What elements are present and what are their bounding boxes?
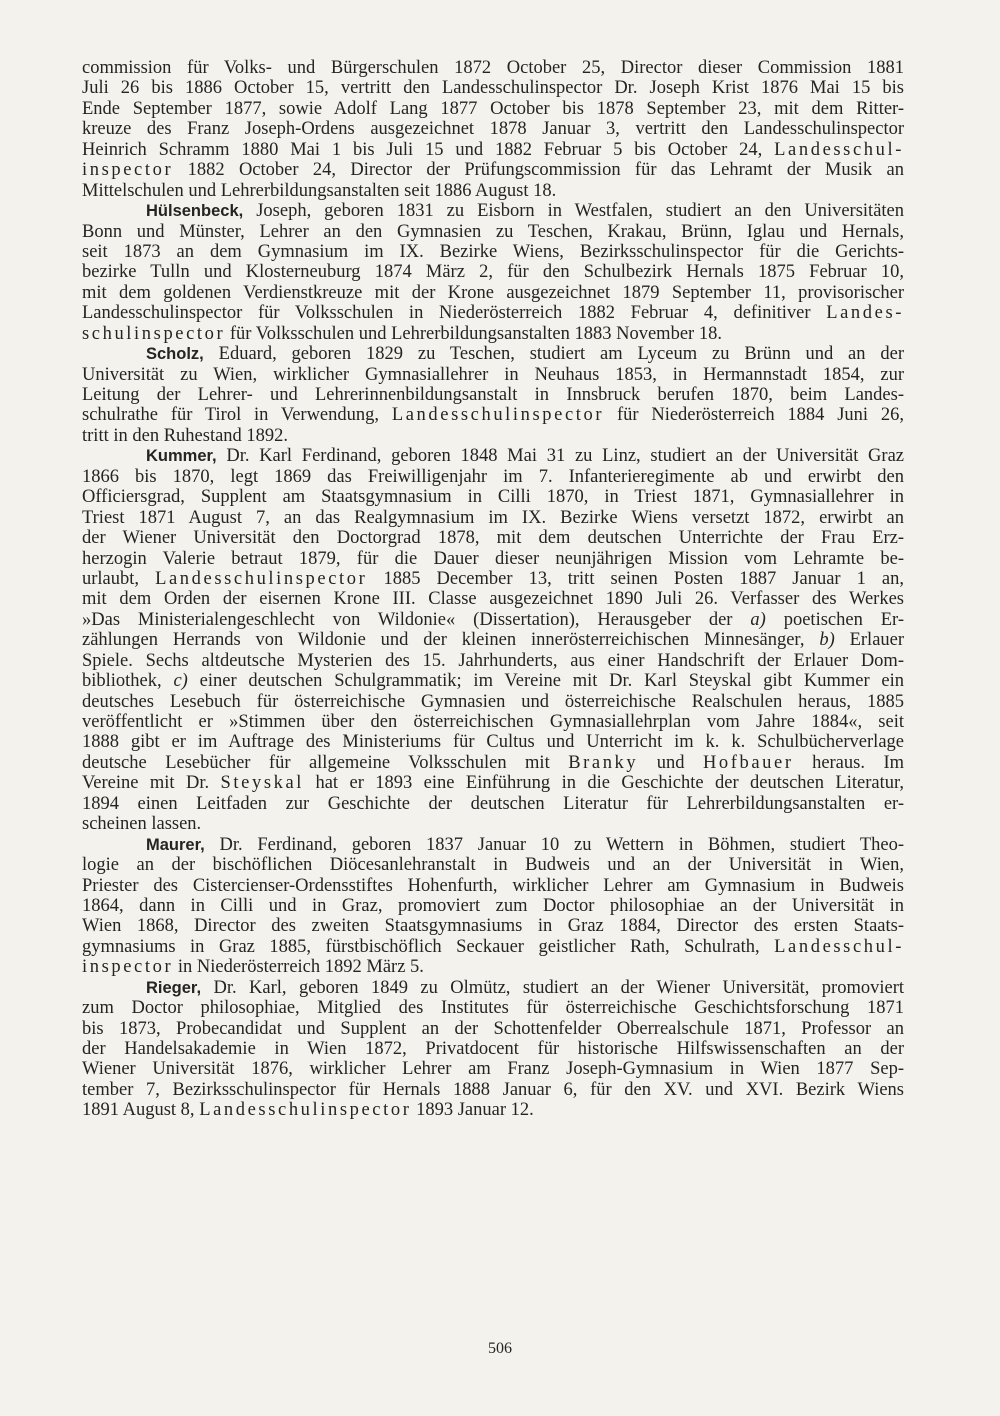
text-line: Juli 26 bis 1886 October 15, vertritt den Landesschulinspector Dr. Joseph Krist 1876 Mai 15 bis — [82, 78, 904, 99]
entry-huelsenbeck — [82, 201, 904, 344]
text-line: kreuze des Franz Joseph-Ordens ausgezeichnet 1878 Januar 3, vertritt den Landesschulinspector — [82, 119, 904, 140]
text-line: tember 7, Bezirksschulinspector für Hernals 1888 Januar 6, für den XV. und XVI. Bezirk Wiens — [82, 1079, 904, 1100]
entry-name: Maurer, — [146, 835, 205, 854]
text-line: bibliothek, c) einer deutschen Schulgrammatik; im Vereine mit Dr. Karl Steyskal gibt Kummer ein — [82, 671, 904, 692]
text-line: tritt in den Ruhestand 1892. — [82, 425, 289, 446]
spaced-title: Landesschulinspector — [155, 568, 368, 589]
entry-name: Scholz, — [146, 345, 204, 364]
text-line: mit dem goldenen Verdienstkreuze mit der Krone ausgezeichnet 1879 September 11, provisorischer — [82, 282, 904, 303]
text-line: Triest 1871 August 7, an das Realgymnasium im IX. Bezirke Wiens versetzt 1872, erwirbt an — [82, 507, 904, 528]
page-number: 506 — [488, 1340, 512, 1357]
text-line: Scholz, Eduard, geboren 1829 zu Teschen, studiert am Lyceum zu Brünn und an der — [146, 344, 904, 365]
spaced-title: inspector — [82, 160, 174, 181]
spaced-title: schulinspector — [82, 323, 226, 344]
spaced-name: Branky — [568, 752, 639, 773]
text-line: Wiener Universität 1876, wirklicher Lehrer am Franz Joseph-Gymnasium in Wien 1877 Sep- — [82, 1059, 904, 1080]
text-line: Bonn und Münster, Lehrer an den Gymnasien zu Teschen, Krakau, Brünn, Iglau und Hernals, — [82, 221, 904, 242]
body-text — [82, 58, 904, 1121]
entry-rieger — [82, 978, 904, 1121]
spaced-title: Landesschul- — [774, 139, 904, 160]
spaced-title: Landesschul- — [774, 936, 904, 957]
text-line: urlaubt, Landesschulinspector 1885 December 13, tritt seinen Posten 1887 Januar 1 an, — [82, 568, 904, 589]
text-line: veröffentlicht er »Stimmen über den österreichischen Gymnasiallehrplan vom Jahre 1884«, seit — [82, 712, 904, 732]
text-line: 1866 bis 1870, legt 1869 das Freiwilligenjahr im 7. Infanterieregimente ab und erwirbt den — [82, 466, 904, 487]
spaced-title: Landesschulinspector — [199, 1100, 412, 1121]
entry-maurer — [82, 835, 904, 978]
text-line: Ende September 1877, sowie Adolf Lang 1877 October bis 1878 September 23, mit dem Ritter- — [82, 98, 904, 119]
text-line: logie an der bischöflichen Diöcesanlehranstalt in Budweis und an der Universität in Wien, — [82, 855, 904, 876]
text-line: inspector in Niederösterreich 1892 März 5. — [82, 957, 424, 978]
text-line: deutsche Lesebücher für allgemeine Volksschulen mit Branky und Hofbauer heraus. Im — [82, 752, 904, 773]
text-line: inspector 1882 October 24, Director der Prüfungscommission für das Lehramt der Musik an — [82, 160, 904, 181]
text-line: scheinen lassen. — [82, 814, 202, 835]
text-line: Leitung der Lehrer- und Lehrerinnenbildungsanstalt in Innsbruck berufen 1870, beim Landes- — [82, 385, 904, 405]
text-line: bezirke Tulln und Klosterneuburg 1874 März 2, für den Schulbezirk Hernals 1875 Februar 10, — [82, 262, 904, 283]
paragraph-continuation — [82, 58, 904, 201]
text-line: Wien 1868, Director des zweiten Staatsgymnasiums in Graz 1884, Director des ersten Staats- — [82, 916, 904, 937]
text-line: zum Doctor philosophiae, Mitglied des Institutes für österreichische Geschichtsforschung 1871 — [82, 998, 904, 1019]
text-line: seit 1873 an dem Gymnasium im IX. Bezirke Wiens, Bezirksschulinspector für die Gerichts- — [82, 241, 904, 262]
text-line: herzogin Valerie betraut 1879, für die Dauer dieser neunjährigen Mission vom Lehramte be- — [82, 548, 904, 569]
text-line: Spiele. Sechs altdeutsche Mysterien des 15. Jahrhunderts, aus einer Handschrift der Erlauer Dom- — [82, 650, 904, 671]
text-line: Rieger, Dr. Karl, geboren 1849 zu Olmütz, studiert an der Wiener Universität, promoviert — [146, 977, 904, 998]
entry-name: Hülsenbeck, — [146, 202, 244, 221]
text-line: 1864, dann in Cilli und in Graz, promoviert zum Doctor philosophiae an der Universität in — [82, 895, 904, 916]
text-line: Priester des Cistercienser-Ordensstiftes Hohenfurth, wirklicher Lehrer am Gymnasium in Budweis — [82, 875, 904, 896]
text-line: Landesschulinspector für Volksschulen in Niederösterreich 1882 Februar 4, definitiver Landes- — [82, 303, 904, 324]
text-line: der Wiener Universität den Doctorgrad 1878, mit dem deutschen Unterrichte der Frau Erz- — [82, 528, 904, 549]
text-line: 1891 August 8, Landesschulinspector 1893 Januar 12. — [82, 1100, 534, 1121]
spaced-title: inspector — [82, 957, 174, 978]
spaced-title: Landes- — [826, 303, 904, 324]
text-line: 1888 gibt er im Auftrage des Ministeriums für Cultus und Unterricht im k. k. Schulbücherverlage — [82, 732, 904, 753]
text-line: schulrathe für Tirol in Verwendung, Landesschulinspector für Niederösterreich 1884 Juni 26, — [82, 405, 904, 426]
text-line: der Handelsakademie in Wien 1872, Privatdocent für historische Hilfswissenschaften an der — [82, 1039, 904, 1059]
text-line: mit dem Orden der eisernen Krone III. Classe ausgezeichnet 1890 Juli 26. Verfasser des Werkes — [82, 589, 904, 610]
text-line: schulinspector für Volksschulen und Lehrerbildungsanstalten 1883 November 18. — [82, 323, 722, 344]
spaced-name: Hofbauer — [702, 752, 794, 773]
text-line: deutsches Lesebuch für österreichische Gymnasien und österreichische Realschulen heraus, 1885 — [82, 691, 904, 712]
text-line: Universität zu Wien, wirklicher Gymnasiallehrer in Neuhaus 1853, in Hermannstadt 1854, zur — [82, 364, 904, 385]
text-line: commission für Volks- und Bürgerschulen 1872 October 25, Director dieser Commission 1881 — [82, 58, 904, 78]
entry-kummer — [82, 446, 904, 834]
text-line: Vereine mit Dr. Steyskal hat er 1893 eine Einführung in die Geschichte der deutschen Literatur, — [82, 773, 904, 794]
text-line: bis 1873, Probecandidat und Supplent an der Schottenfelder Oberrealschule 1871, Professor an — [82, 1018, 904, 1039]
text-line: Hülsenbeck, Joseph, geboren 1831 zu Eisborn in Westfalen, studiert an den Universitäten — [146, 201, 904, 222]
text-line: Maurer, Dr. Ferdinand, geboren 1837 Januar 10 zu Wettern in Böhmen, studiert Theo- — [146, 834, 904, 855]
entry-scholz — [82, 344, 904, 446]
text-line: zählungen Herrands von Wildonie und der kleinen innerösterreichischen Minnesänger, b) Erlauer — [82, 630, 904, 651]
text-line: Officiersgrad, Supplent am Staatsgymnasium in Cilli 1870, in Triest 1871, Gymnasiallehrer in — [82, 487, 904, 508]
spaced-title: Landesschulinspector — [391, 405, 605, 426]
text-line: Heinrich Schramm 1880 Mai 1 bis Juli 15 und 1882 Februar 5 bis October 24, Landesschul- — [82, 139, 904, 160]
text-line: Mittelschulen und Lehrerbildungsanstalten seit 1886 August 18. — [82, 180, 557, 201]
entry-name: Kummer, — [146, 447, 217, 466]
text-line: »Das Ministerialengeschlecht von Wildonie« (Dissertation), Herausgeber der a) poetischen Er- — [82, 609, 904, 630]
text-line: 1894 einen Leitfaden zur Geschichte der deutschen Literatur für Lehrerbildungsanstalten er- — [82, 793, 904, 814]
entry-name: Rieger, — [146, 978, 202, 997]
text-line: Kummer, Dr. Karl Ferdinand, geboren 1848 Mai 31 zu Linz, studiert an der Universität Graz — [146, 446, 904, 467]
text-line: gymnasiums in Graz 1885, fürstbischöflich Seckauer geistlicher Rath, Schulrath, Landesschul- — [82, 936, 904, 957]
spaced-name: Steyskal — [220, 773, 305, 794]
